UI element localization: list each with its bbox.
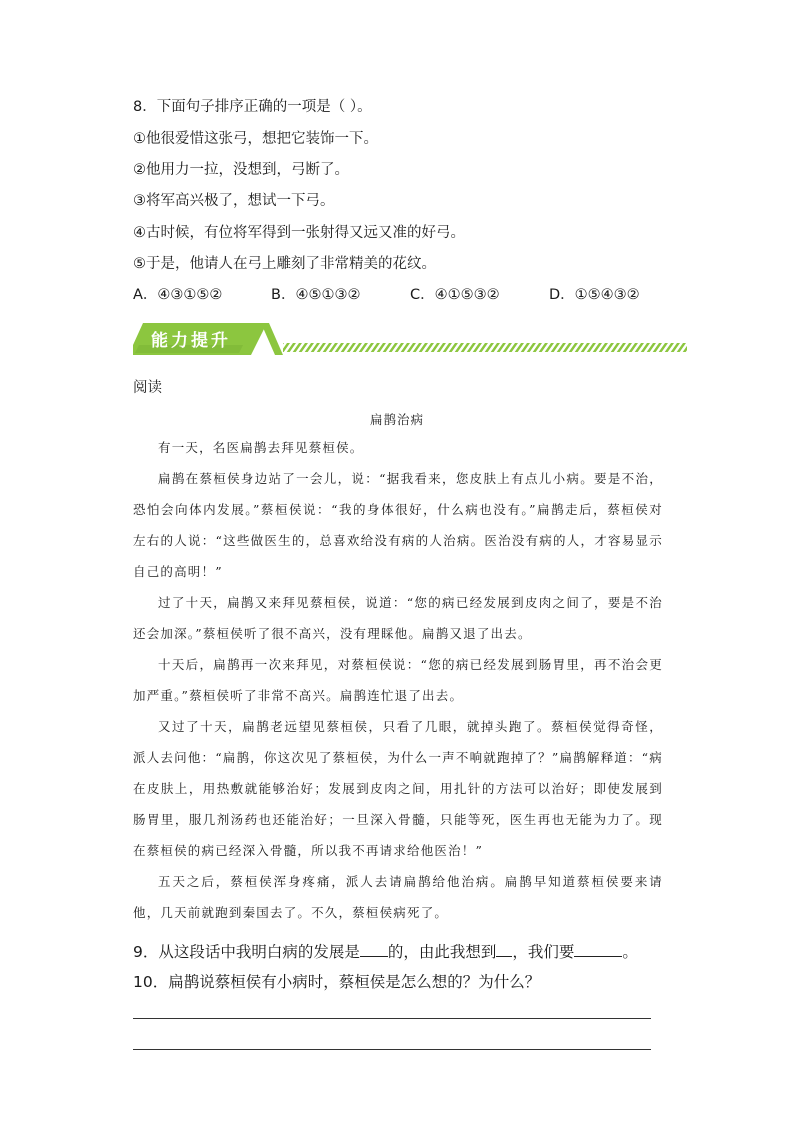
sentence-2: ②他用力一拉，没想到，弓断了。 bbox=[133, 162, 349, 178]
answer-line-2[interactable] bbox=[133, 1049, 651, 1050]
passage-paragraph-4: 十天后，扁鹊再一次来拜见，对蔡桓侯说：“您的病已经发展到肠胃里，再不治会更加严重。”蔡桓侯听了非常不高兴。扁鹊连忙退了出去。 bbox=[133, 657, 663, 703]
question-9 bbox=[133, 940, 638, 962]
answer-blank-2[interactable] bbox=[496, 940, 512, 957]
reading-label: 阅读 bbox=[133, 380, 162, 396]
passage-title: 扁鹊治病 bbox=[369, 412, 424, 427]
passage-paragraph-6: 五天之后，蔡桓侯浑身疼痛，派人去请扁鹊给他治病。扁鹊早知道蔡桓侯要来请他，几天前就跑到秦国去了。不久，蔡桓侯病死了。 bbox=[133, 874, 663, 920]
passage-paragraph-2: 扁鹊在蔡桓侯身边站了一会儿，说：“据我看来，您皮肤上有点儿小病。要是不治，恐怕会向体内发展。”蔡桓侯说：“我的身体很好，什么病也没有。”扁鹊走后，蔡桓侯对左右的人说：“这些做医生的，总喜欢给没有病的人治病。医治没有病的人，才容易显示自己的高明！” bbox=[133, 471, 663, 579]
option-b: B．④⑤①③② bbox=[271, 287, 361, 303]
answer-line-1[interactable] bbox=[133, 1018, 651, 1019]
passage-paragraph-3: 过了十天，扁鹊又来拜见蔡桓侯，说道：“您的病已经发展到皮肉之间了，要是不治还会加深。”蔡桓侯听了很不高兴，没有理睬他。扁鹊又退了出去。 bbox=[133, 595, 663, 641]
question-8-stem: 8．下面句子排序正确的一项是（ ）。 bbox=[133, 99, 372, 115]
question-9-text-3: ，我们要 bbox=[512, 943, 575, 961]
passage bbox=[133, 432, 663, 928]
question-10-stem: 10．扁鹊说蔡桓侯有小病时，蔡桓侯是怎么想的？为什么？ bbox=[133, 973, 541, 991]
answer-blank-1[interactable] bbox=[360, 940, 388, 957]
option-a: A．④③①⑤② bbox=[133, 287, 223, 303]
answer-blank-3[interactable] bbox=[574, 940, 622, 957]
sentence-3: ③将军高兴极了，想试一下弓。 bbox=[133, 193, 335, 209]
section-banner bbox=[133, 323, 689, 357]
sentence-4: ④古时候，有位将军得到一张射得又远又准的好弓。 bbox=[133, 225, 465, 241]
option-d: D．①⑤④③② bbox=[549, 287, 640, 303]
sentence-1: ①他很爱惜这张弓，想把它装饰一下。 bbox=[133, 131, 378, 147]
passage-paragraph-1: 有一天，名医扁鹊去拜见蔡桓侯。 bbox=[158, 440, 364, 455]
sentence-5: ⑤于是，他请人在弓上雕刻了非常精美的花纹。 bbox=[133, 256, 436, 272]
question-9-text-2: 的，由此我想到 bbox=[387, 943, 497, 961]
question-8-options bbox=[133, 285, 640, 305]
banner-graphic bbox=[133, 323, 689, 357]
passage-paragraph-5: 又过了十天，扁鹊老远望见蔡桓侯，只看了几眼，就掉头跑了。蔡桓侯觉得奇怪，派人去问他：“扁鹊，你这次见了蔡桓侯，为什么一声不响就跑掉了？”扁鹊解释道：“病在皮肤上，用热敷就能够治好；发展到皮肉之间，用扎针的方法可以治好；即使发展到肠胃里，服几剂汤药也还能治好；一旦深入骨髓，只能等死，医生再也无能为力了。现在蔡桓侯的病已经深入骨髓，所以我不再请求给他医治！” bbox=[133, 719, 663, 858]
question-9-text-1: 9．从这段话中我明白病的发展是 bbox=[133, 943, 360, 961]
option-c: C．④①⑤③② bbox=[410, 287, 500, 303]
question-9-text-4: 。 bbox=[622, 943, 638, 961]
banner-label: 能力提升 bbox=[151, 331, 231, 351]
